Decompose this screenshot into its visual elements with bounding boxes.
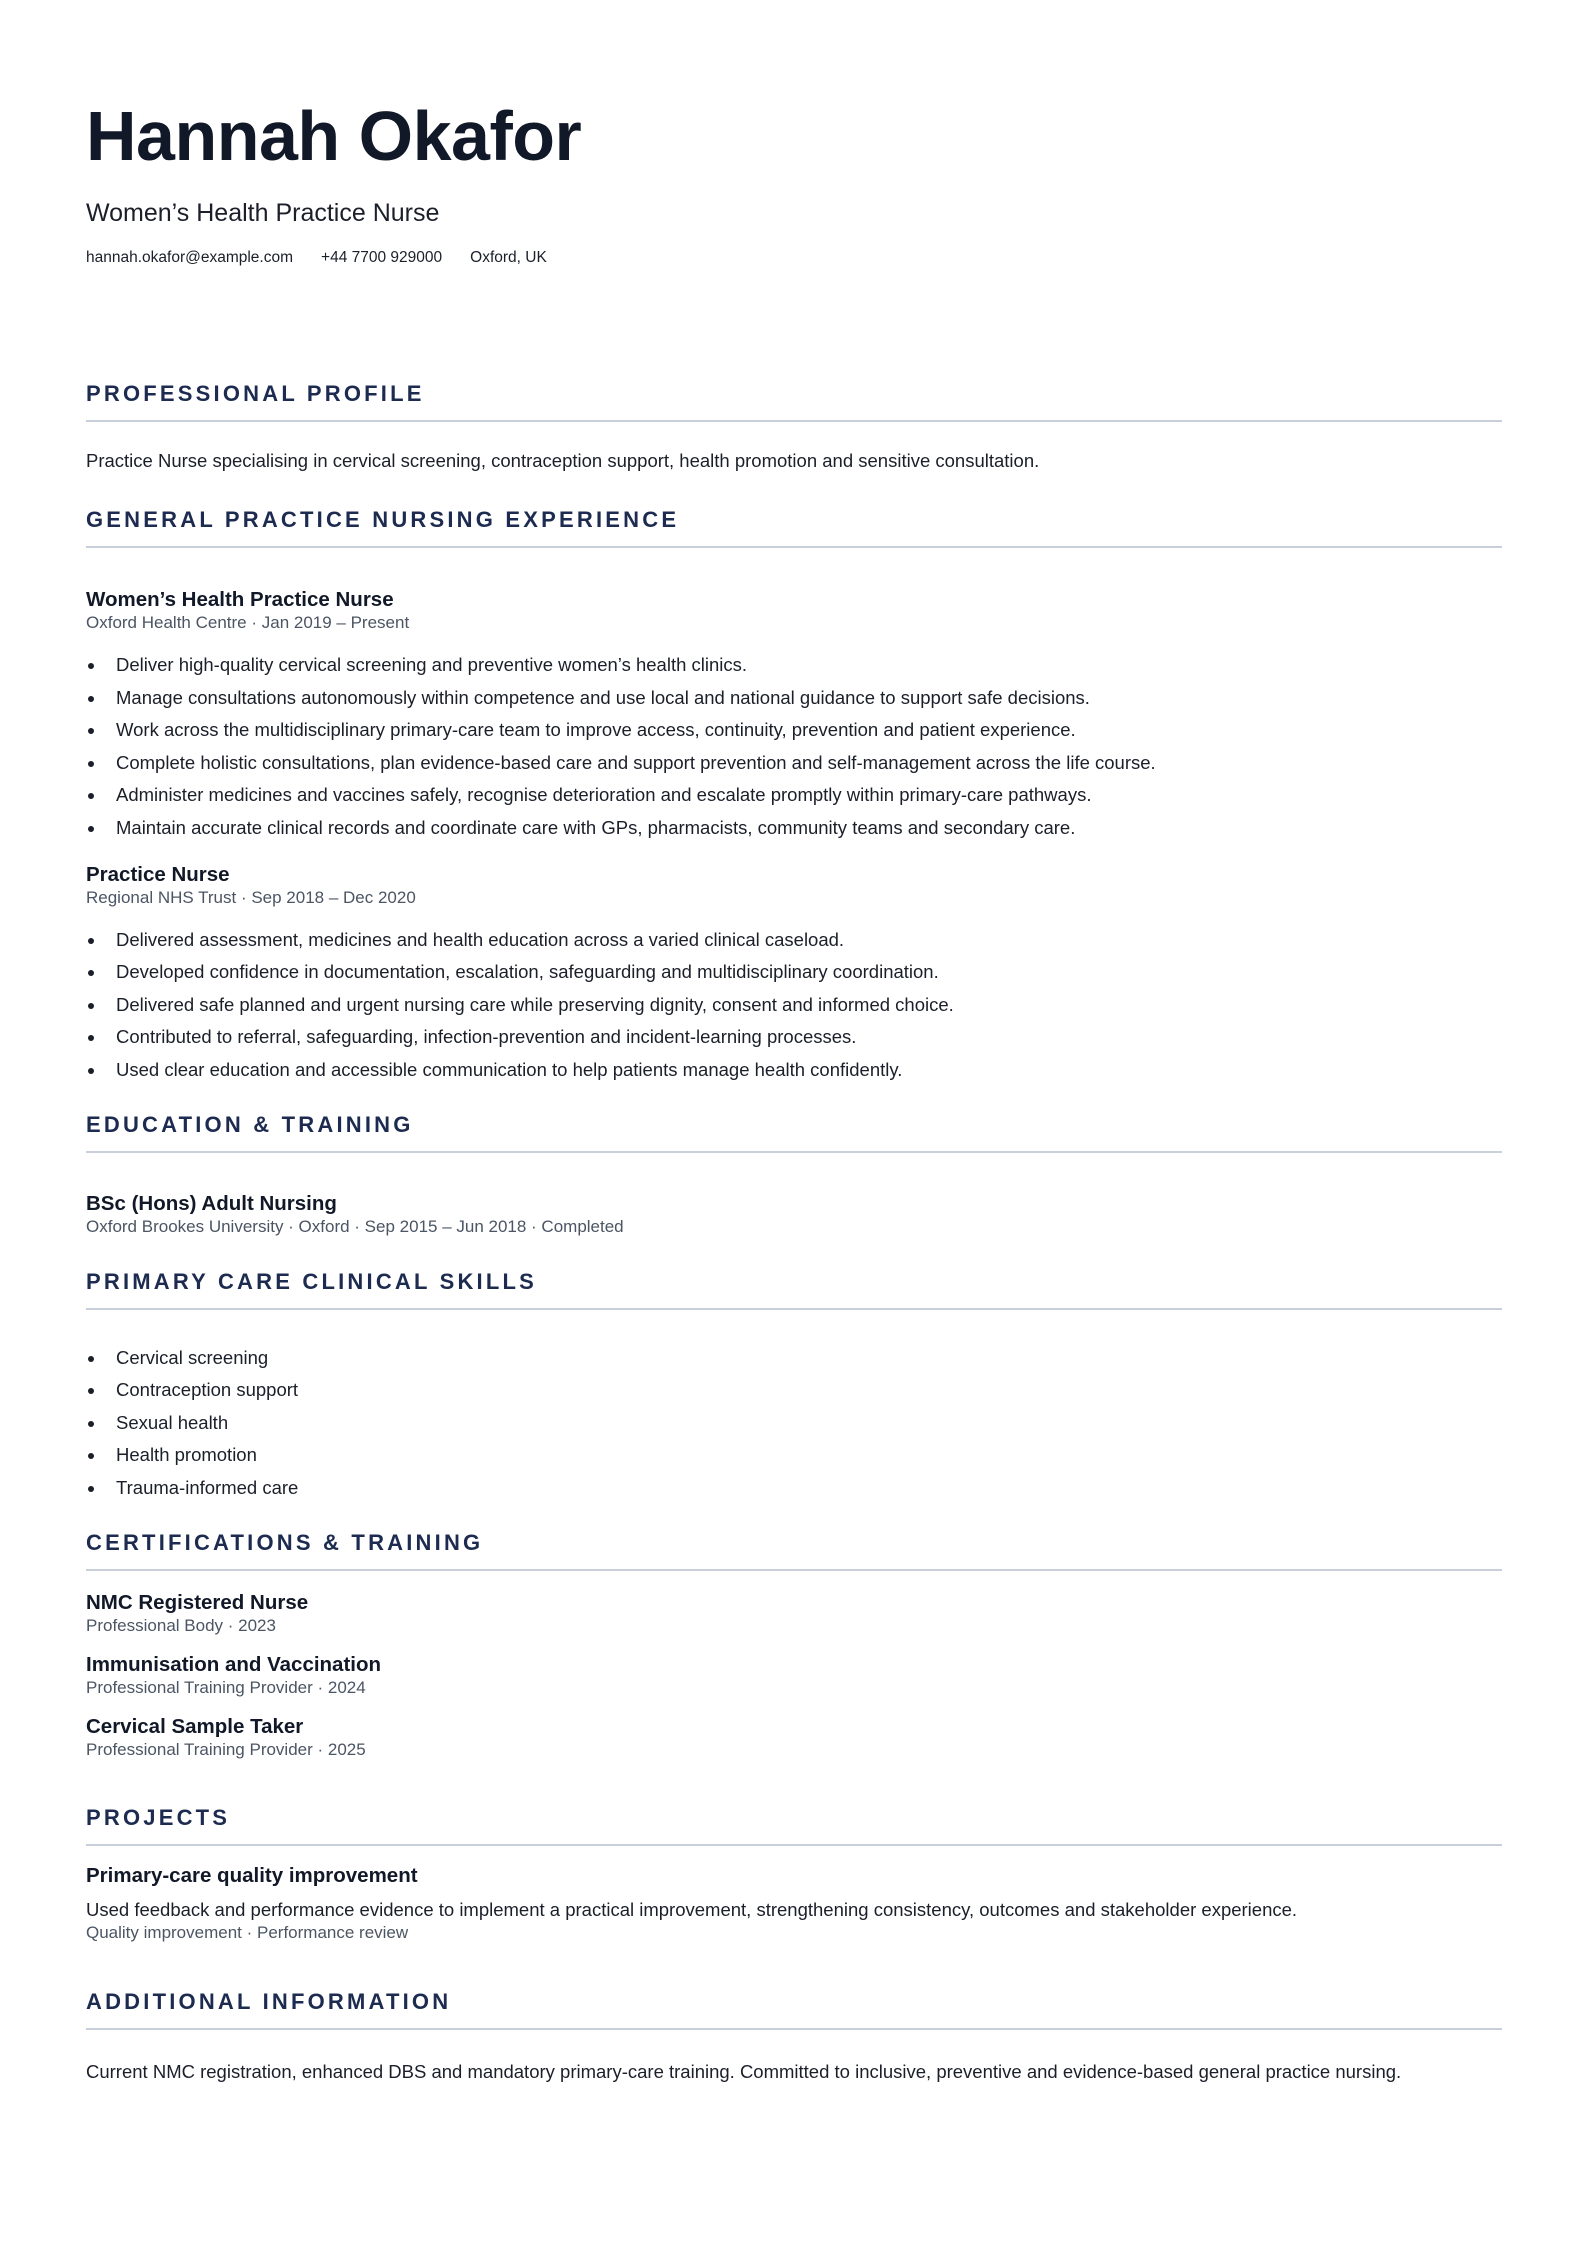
job-title: Practice Nurse	[86, 862, 230, 886]
additional-text: Current NMC registration, enhanced DBS and mandatory primary-care training. Committed to inclusive, preventive and evidence-based general practice nursing.	[86, 2060, 1402, 2082]
project-tags: Quality improvement · Performance review	[86, 1922, 409, 1942]
section-title-projects: PROJECTS	[86, 1804, 231, 1830]
list-item: Health promotion	[86, 1443, 1502, 1467]
section-title-additional: ADDITIONAL INFORMATION	[86, 1988, 452, 2014]
skills-list	[86, 1346, 1502, 1500]
job-entry	[86, 863, 1502, 1082]
list-item: Manage consultations autonomously within competence and use local and national guidance to support safe decisions.	[86, 686, 1502, 710]
contact-location: Oxford, UK	[470, 249, 547, 266]
job-entry	[86, 588, 1502, 840]
certification-name: Cervical Sample Taker	[86, 1714, 304, 1738]
degree-title: BSc (Hons) Adult Nursing	[86, 1191, 337, 1215]
section-skills	[86, 1268, 1502, 1500]
list-item: Deliver high-quality cervical screening and preventive women’s health clinics.	[86, 653, 1502, 677]
section-projects	[86, 1804, 1502, 1944]
section-experience	[86, 506, 1502, 1082]
profile-summary: Practice Nurse specialising in cervical screening, contraception support, health promotion and sensitive consultation.	[86, 450, 1040, 471]
section-divider	[86, 420, 1502, 422]
list-item: Contributed to referral, safeguarding, infection-prevention and incident-learning processes.	[86, 1025, 1502, 1049]
job-meta: Oxford Health Centre · Jan 2019 – Present	[86, 613, 410, 632]
section-title-experience: GENERAL PRACTICE NURSING EXPERIENCE	[86, 507, 680, 532]
job-bullets	[86, 653, 1502, 840]
project-name: Primary-care quality improvement	[86, 1863, 418, 1887]
section-title-profile: PROFESSIONAL PROFILE	[86, 381, 425, 406]
education-entry	[86, 1192, 1502, 1238]
section-title-education: EDUCATION & TRAINING	[86, 1111, 414, 1137]
certification-entry	[86, 1715, 1502, 1761]
list-item: Maintain accurate clinical records and coordinate care with GPs, pharmacists, community teams and secondary care.	[86, 816, 1502, 840]
section-divider	[86, 1844, 1502, 1846]
list-item: Used clear education and accessible communication to help patients manage health confidently.	[86, 1058, 1502, 1082]
job-bullets	[86, 928, 1502, 1082]
list-item: Trauma-informed care	[86, 1476, 1502, 1500]
certification-name: Immunisation and Vaccination	[86, 1652, 382, 1676]
contact-line	[86, 248, 1502, 268]
section-additional	[86, 1988, 1502, 2084]
list-item: Cervical screening	[86, 1346, 1502, 1370]
contact-phone[interactable]: +44 7700 929000	[321, 249, 443, 266]
project-description: Used feedback and performance evidence to implement a practical improvement, strengthening consistency, outcomes and stakeholder experience.	[86, 1898, 1298, 1920]
list-item: Sexual health	[86, 1411, 1502, 1435]
section-divider	[86, 1308, 1502, 1310]
certification-meta: Professional Training Provider · 2025	[86, 1739, 366, 1759]
section-divider	[86, 1151, 1502, 1153]
certification-entry	[86, 1653, 1502, 1699]
certification-meta: Professional Training Provider · 2024	[86, 1677, 366, 1697]
list-item: Administer medicines and vaccines safely, recognise deterioration and escalate promptly within primary-care pathways.	[86, 783, 1502, 807]
degree-meta: Oxford Brookes University · Oxford · Sep 2015 – Jun 2018 · Completed	[86, 1216, 624, 1236]
section-certifications	[86, 1529, 1502, 1761]
job-title: Women’s Health Practice Nurse	[86, 588, 394, 611]
list-item: Delivered safe planned and urgent nursing care while preserving dignity, consent and informed choice.	[86, 993, 1502, 1017]
list-item: Contraception support	[86, 1378, 1502, 1402]
contact-email[interactable]: hannah.okafor@example.com	[86, 249, 294, 266]
section-divider	[86, 1569, 1502, 1571]
certification-entry	[86, 1591, 1502, 1637]
certification-meta: Professional Body · 2023	[86, 1615, 276, 1635]
job-meta: Regional NHS Trust · Sep 2018 – Dec 2020	[86, 887, 416, 907]
list-item: Work across the multidisciplinary primary-care team to improve access, continuity, prevention and patient experience.	[86, 718, 1502, 742]
candidate-name: Hannah Okafor	[86, 97, 582, 175]
section-divider	[86, 546, 1502, 548]
list-item: Delivered assessment, medicines and health education across a varied clinical caseload.	[86, 928, 1502, 952]
list-item: Complete holistic consultations, plan evidence-based care and support prevention and self-management across the life course.	[86, 751, 1502, 775]
section-title-skills: PRIMARY CARE CLINICAL SKILLS	[86, 1268, 537, 1294]
section-education	[86, 1111, 1502, 1238]
section-profile	[86, 380, 1502, 473]
section-divider	[86, 2028, 1502, 2030]
resume-header	[86, 94, 1502, 268]
section-title-certifications: CERTIFICATIONS & TRAINING	[86, 1529, 484, 1555]
certification-name: NMC Registered Nurse	[86, 1590, 309, 1614]
candidate-headline: Women’s Health Practice Nurse	[86, 199, 440, 227]
project-entry	[86, 1864, 1502, 1944]
list-item: Developed confidence in documentation, escalation, safeguarding and multidisciplinary coordination.	[86, 960, 1502, 984]
